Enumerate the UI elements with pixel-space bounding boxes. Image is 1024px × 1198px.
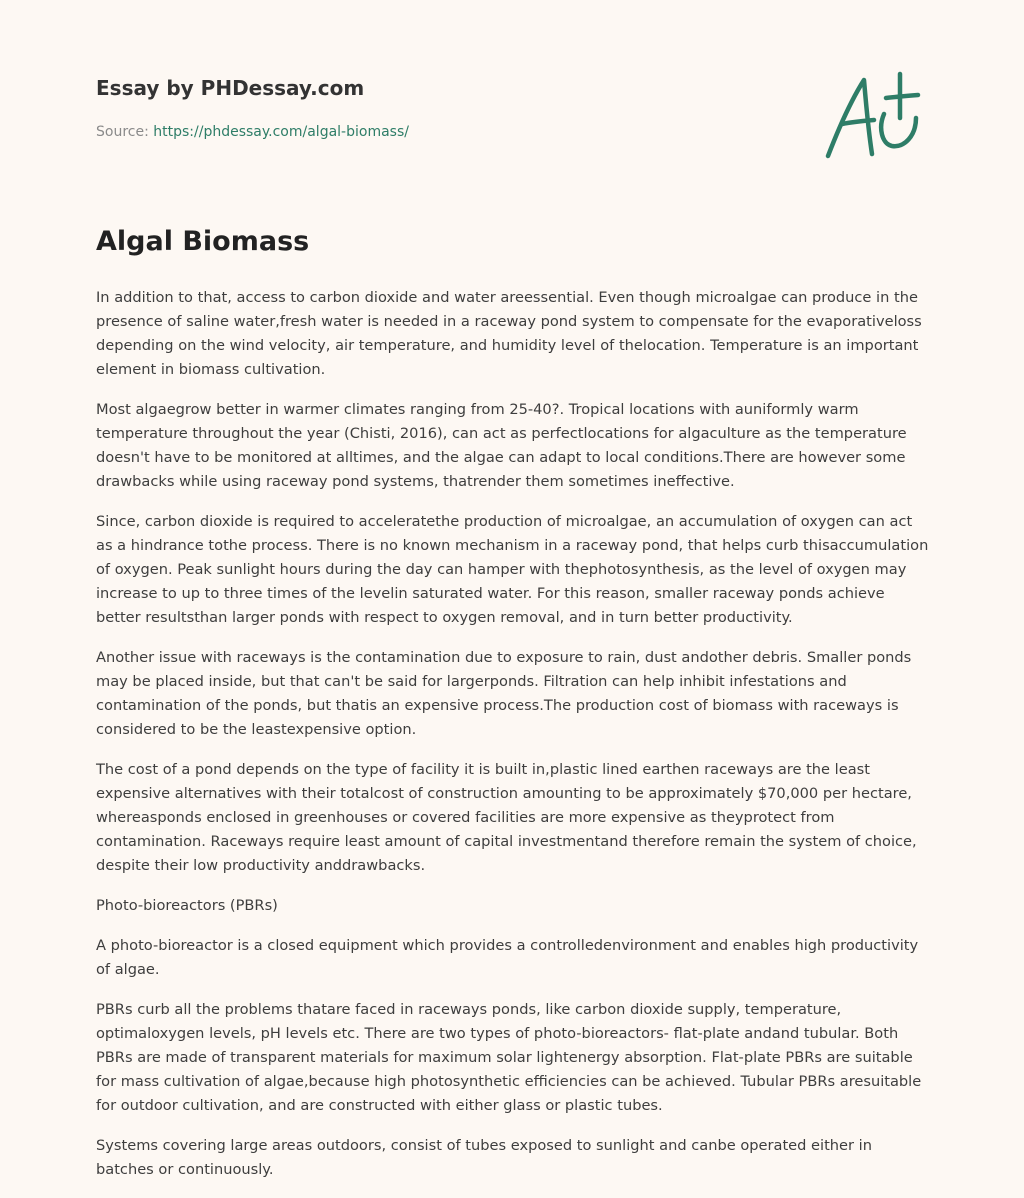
document-title: Algal Biomass — [96, 226, 310, 257]
essay-body — [96, 286, 930, 1198]
paragraph: The cost of a pond depends on the type of facility it is built in,plastic lined earthen raceways are the least expensive alternatives with their totalcost of construction amounting to be approximately $70,000 per hectare, whereasponds enclosed in greenhouses or covered facilities are more expensive as theyprotect from contamination. Raceways require least amount of capital investmentand therefore remain the system of choice, despite their low productivity anddrawbacks. — [96, 761, 917, 874]
paragraph: Another issue with raceways is the contamination due to exposure to rain, dust andother debris. Smaller ponds may be placed inside, but that can't be said for largerponds. Filtration can help inhibit infestations and contamination of the ponds, but thatis an expensive process.The production cost of biomass with raceways is considered to be the leastexpensive option. — [96, 649, 912, 738]
source-line — [96, 124, 409, 140]
site-title: Essay by PHDessay.com — [96, 76, 365, 100]
paragraph: A photo-bioreactor is a closed equipment which provides a controlledenvironment and enables high productivity of algae. — [96, 937, 919, 978]
paragraph: Since, carbon dioxide is required to acceleratethe production of microalgae, an accumulation of oxygen can act as a hindrance tothe process. There is no known mechanism in a raceway pond, that helps curb thisaccumulation of oxygen. Peak sunlight hours during the day can hamper with thephotosynthesis, as the level of oxygen may increase to up to three times of the levelin saturated water. For this reason, smaller raceway ponds achieve better resultsthan larger ponds with respect to oxygen removal, and in turn better productivity. — [96, 513, 929, 626]
paragraph: Most algaegrow better in warmer climates ranging from 25-40?. Tropical locations with auniformly warm temperature throughout the year (Chisti, 2016), can act as perfectlocations for algaculture as the temperature doesn't have to be monitored at alltimes, and the algae can adapt to local conditions.There are however some drawbacks while using raceway pond systems, thatrender them sometimes ineffective. — [96, 401, 907, 490]
source-label: Source: — [96, 124, 149, 140]
a-plus-grade-icon — [820, 68, 930, 164]
section-heading: Photo-bioreactors (PBRs) — [96, 897, 278, 914]
paragraph: Systems covering large areas outdoors, consist of tubes exposed to sunlight and canbe operated either in batches or continuously. — [96, 1137, 872, 1178]
paragraph: In addition to that, access to carbon dioxide and water areessential. Even though microalgae can produce in the presence of saline water,fresh water is needed in a raceway pond system to compensate for the evaporativeloss depending on the wind velocity, air temperature, and humidity level of thelocation. Temperature is an important element in biomass cultivation. — [96, 289, 922, 378]
source-link[interactable]: https://phdessay.com/algal-biomass/ — [153, 124, 409, 140]
paragraph: PBRs curb all the problems thatare faced in raceways ponds, like carbon dioxide supply, temperature, optimaloxygen levels, pH levels etc. There are two types of photo-bioreactors- flat-plate andand tubular. Both PBRs are made of transparent materials for maximum solar lightenergy absorption. Flat-plate PBRs are suitable for mass cultivation of algae,because high photosynthetic efficiencies can be achieved. Tubular PBRs aresuitable for outdoor cultivation, and are constructed with either glass or plastic tubes. — [96, 1001, 922, 1114]
